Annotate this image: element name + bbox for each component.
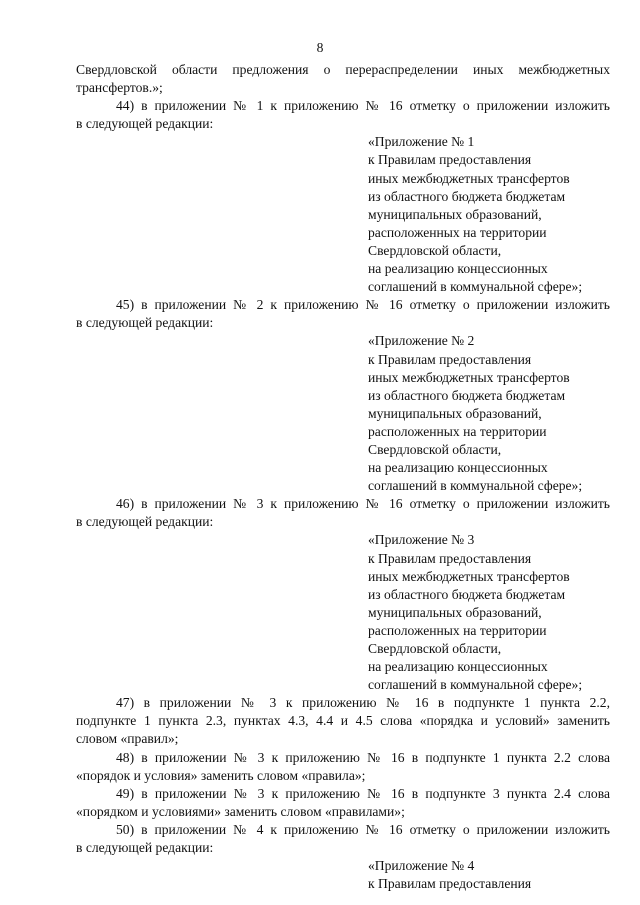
text-line: подпункте 1 пункта 2.3, пунктах 4.3, 4.4 и 4.5 слова «порядка и условий» заменить bbox=[76, 713, 610, 729]
text-line: трансфертов.»; bbox=[76, 80, 163, 96]
text-line: 50) в приложении № 4 к приложению № 16 отметку о приложении изложить bbox=[116, 821, 610, 837]
appendix-mark-line: к Правилам предоставления bbox=[368, 550, 532, 566]
page-number: 8 bbox=[316, 40, 324, 55]
appendix-mark-line: на реализацию концессионных bbox=[368, 460, 548, 476]
text-line: 49) в приложении № 3 к приложению № 16 в подпункте 3 пункта 2.4 слова bbox=[116, 785, 610, 801]
appendix-mark-line: «Приложение № 3 bbox=[368, 532, 475, 548]
text-line: 46) в приложении № 3 к приложению № 16 отметку о приложении изложить bbox=[116, 496, 610, 512]
text-line: словом «правил»; bbox=[76, 731, 179, 747]
appendix-mark-line: Свердловской области, bbox=[368, 441, 502, 457]
text-line: 44) в приложении № 1 к приложению № 16 отметку о приложении изложить bbox=[116, 98, 610, 114]
appendix-mark-line: Свердловской области, bbox=[368, 641, 502, 656]
appendix-mark-line: «Приложение № 4 bbox=[368, 858, 475, 874]
text-line: в следующей редакции: bbox=[76, 840, 214, 856]
text-line: 45) в приложении № 2 к приложению № 16 отметку о приложении изложить bbox=[116, 297, 610, 313]
appendix-mark-line: «Приложение № 2 bbox=[368, 333, 475, 349]
appendix-mark-line: на реализацию концессионных bbox=[368, 261, 548, 277]
appendix-mark-line: к Правилам предоставления bbox=[368, 152, 532, 168]
document-body bbox=[76, 61, 610, 893]
appendix-mark-line: на реализацию концессионных bbox=[368, 659, 548, 675]
appendix-mark-line: из областного бюджета бюджетам bbox=[368, 188, 566, 204]
text-line: 47) в приложении № 3 к приложению № 16 в подпункте 1 пункта 2.2, bbox=[116, 695, 610, 711]
appendix-mark-line: к Правилам предоставления bbox=[368, 351, 532, 367]
text-line: в следующей редакции: bbox=[76, 315, 214, 331]
text-line: в следующей редакции: bbox=[76, 514, 214, 530]
appendix-mark-line: из областного бюджета бюджетам bbox=[368, 387, 566, 403]
appendix-mark-line: к Правилам предоставления bbox=[368, 876, 532, 892]
appendix-mark-line: соглашений в коммунальной сфере»; bbox=[368, 279, 583, 295]
text-line: 48) в приложении № 3 к приложению № 16 в подпункте 1 пункта 2.2 слова bbox=[116, 749, 610, 765]
appendix-mark-line: Свердловской области, bbox=[368, 242, 502, 258]
appendix-mark-line: расположенных на территории bbox=[368, 224, 547, 240]
appendix-mark-line: из областного бюджета бюджетам bbox=[368, 586, 566, 602]
appendix-mark-line: иных межбюджетных трансфертов bbox=[368, 568, 570, 584]
appendix-mark-line: муниципальных образований, bbox=[368, 405, 542, 421]
appendix-mark-line: соглашений в коммунальной сфере»; bbox=[368, 478, 583, 494]
appendix-mark-line: соглашений в коммунальной сфере»; bbox=[368, 677, 583, 693]
appendix-mark-line: иных межбюджетных трансфертов bbox=[368, 369, 570, 385]
appendix-mark-line: расположенных на территории bbox=[368, 622, 547, 638]
appendix-mark-line: расположенных на территории bbox=[368, 423, 547, 439]
appendix-mark-line: «Приложение № 1 bbox=[368, 134, 475, 150]
appendix-mark-line: муниципальных образований, bbox=[368, 206, 542, 222]
text-line: в следующей редакции: bbox=[76, 116, 214, 132]
text-line: «порядком и условиями» заменить словом «правилами»; bbox=[76, 803, 405, 819]
text-line: Свердловской области предложения о перераспределении иных межбюджетных bbox=[76, 62, 610, 77]
appendix-mark-line: иных межбюджетных трансфертов bbox=[368, 170, 570, 186]
appendix-mark-line: муниципальных образований, bbox=[368, 604, 542, 620]
text-line: «порядок и условия» заменить словом «правила»; bbox=[76, 767, 366, 783]
